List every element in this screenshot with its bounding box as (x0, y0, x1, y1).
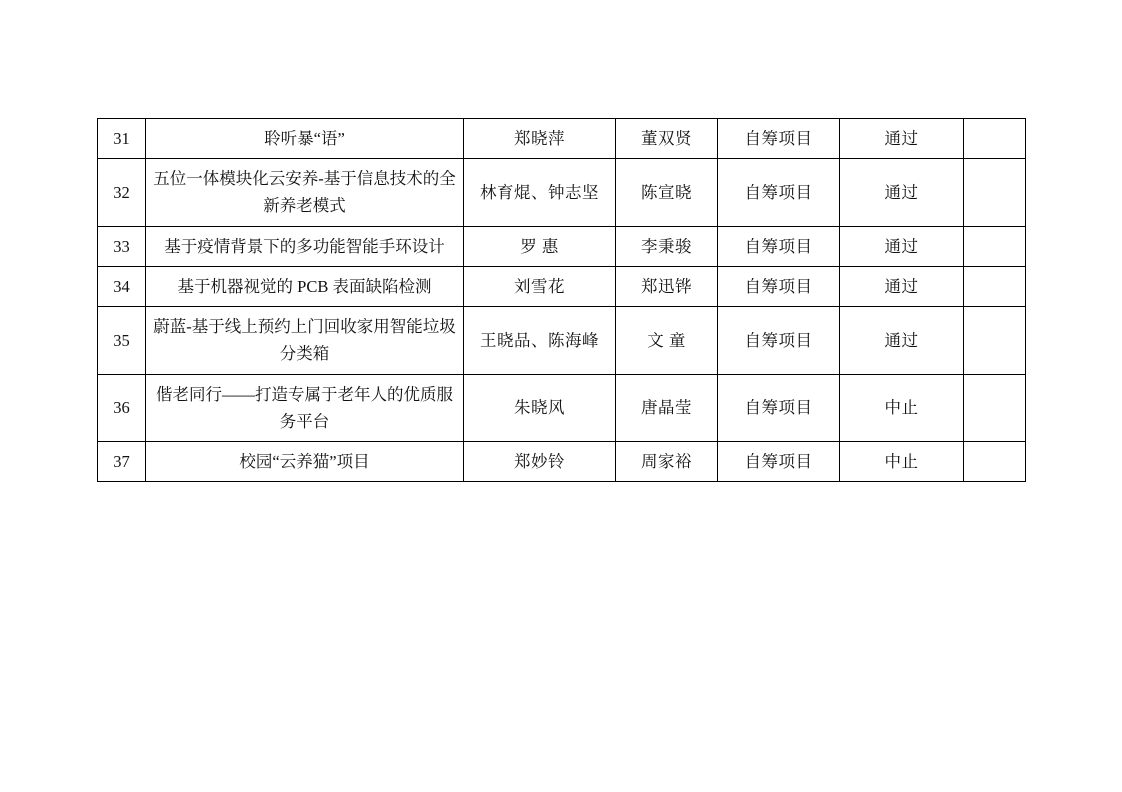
project-tutor: 李秉骏 (616, 226, 718, 266)
table-row (98, 307, 1026, 374)
project-tutor: 周家裕 (616, 441, 718, 481)
project-tutor: 文 童 (616, 307, 718, 374)
project-type: 自筹项目 (718, 374, 840, 441)
row-number: 34 (98, 266, 146, 306)
project-type: 自筹项目 (718, 226, 840, 266)
review-status: 通过 (840, 307, 964, 374)
remark (964, 119, 1026, 159)
row-number: 32 (98, 159, 146, 226)
review-status: 中止 (840, 441, 964, 481)
review-status: 通过 (840, 266, 964, 306)
remark (964, 307, 1026, 374)
project-tutor: 陈宣晓 (616, 159, 718, 226)
remark (964, 266, 1026, 306)
project-tutor: 郑迅铧 (616, 266, 718, 306)
review-status: 通过 (840, 119, 964, 159)
project-type: 自筹项目 (718, 441, 840, 481)
row-number: 36 (98, 374, 146, 441)
project-leader: 朱晓风 (464, 374, 616, 441)
project-type: 自筹项目 (718, 119, 840, 159)
project-leader: 罗 惠 (464, 226, 616, 266)
project-title: 蔚蓝-基于线上预约上门回收家用智能垃圾分类箱 (146, 307, 464, 374)
project-type: 自筹项目 (718, 266, 840, 306)
project-title: 聆听暴“语” (146, 119, 464, 159)
project-leader: 王晓品、陈海峰 (464, 307, 616, 374)
table-row (98, 266, 1026, 306)
row-number: 33 (98, 226, 146, 266)
review-status: 通过 (840, 159, 964, 226)
project-tutor: 董双贤 (616, 119, 718, 159)
project-type: 自筹项目 (718, 307, 840, 374)
remark (964, 374, 1026, 441)
remark (964, 159, 1026, 226)
row-number: 35 (98, 307, 146, 374)
row-number: 37 (98, 441, 146, 481)
project-list-table-container (97, 118, 1025, 482)
project-leader: 林育焜、钟志坚 (464, 159, 616, 226)
project-title: 校园“云养猫”项目 (146, 441, 464, 481)
table-row (98, 119, 1026, 159)
project-title: 偕老同行——打造专属于老年人的优质服务平台 (146, 374, 464, 441)
project-tutor: 唐晶莹 (616, 374, 718, 441)
table-row (98, 226, 1026, 266)
project-title: 五位一体模块化云安养-基于信息技术的全新养老模式 (146, 159, 464, 226)
project-type: 自筹项目 (718, 159, 840, 226)
table-row (98, 159, 1026, 226)
review-status: 通过 (840, 226, 964, 266)
project-title: 基于机器视觉的 PCB 表面缺陷检测 (146, 266, 464, 306)
table-row (98, 441, 1026, 481)
remark (964, 226, 1026, 266)
project-leader: 刘雪花 (464, 266, 616, 306)
project-list-table (97, 118, 1026, 482)
table-row (98, 374, 1026, 441)
review-status: 中止 (840, 374, 964, 441)
row-number: 31 (98, 119, 146, 159)
project-leader: 郑妙铃 (464, 441, 616, 481)
project-title: 基于疫情背景下的多功能智能手环设计 (146, 226, 464, 266)
project-leader: 郑晓萍 (464, 119, 616, 159)
remark (964, 441, 1026, 481)
